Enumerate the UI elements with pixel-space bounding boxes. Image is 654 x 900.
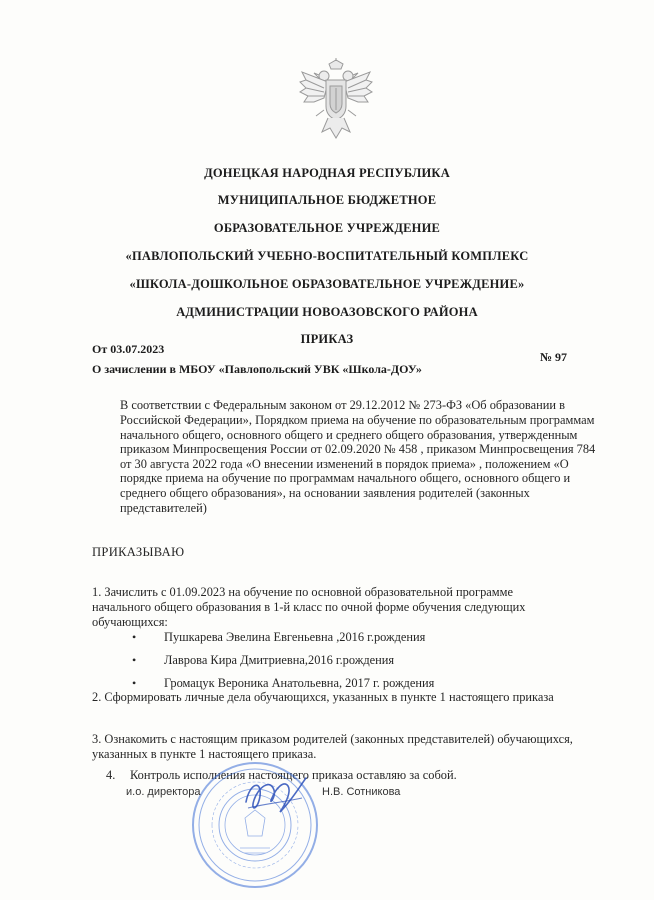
list-item [130,653,550,676]
bullet-icon: • [132,630,137,644]
order-item-3: 3. Ознакомить с настоящим приказом родителей (законных представителей) обучающихся, указанных в пункте 1 настоящего приказа. [92,732,573,761]
document-type-title: ПРИКАЗ [300,331,354,346]
bullet-icon: • [132,653,137,667]
student-name: Громацук Вероника Анатольевна, 2017 г. рождения [164,676,435,690]
coat-of-arms-icon [298,58,374,146]
list-item [130,630,550,653]
order-keyword: ПРИКАЗЫВАЮ [92,545,185,559]
order-number: № 97 [540,350,568,364]
order-item-4: Контроль исполнения настоящего приказа оставляю за собой. [130,768,457,782]
order-item-2: 2. Сформировать личные дела обучающихся, указанных в пункте 1 настоящего приказа [92,690,554,704]
header-line-institution: ОБРАЗОВАТЕЛЬНОЕ УЧРЕЖДЕНИЕ [213,220,441,235]
header-line-municipal: МУНИЦИПАЛЬНОЕ БЮДЖЕТНОЕ [217,192,437,207]
preamble-paragraph: В соответствии с Федеральным законом от 29.12.2012 № 273-ФЗ «Об образовании в Российской Федерации», Порядком приема на обучение по образовательным программам начального общего, основного общего и среднего общего образования, утвержденным приказом Минпросвещения России от 02.09.2020 № 458 , приказом Минпросвещения 784 от 30 августа 2022 года «О внесении изменений в порядок приема» , положением «О порядке приема на обучение по программам начального общего, основного общего и среднего общего образования», на основании заявления родителей (законных представителей) [120,398,596,515]
handwritten-signature [240,772,312,820]
order-subject: О зачислении в МБОУ «Павлопольский УВК «Школа-ДОУ» [92,362,422,376]
header-line-administration: АДМИНИСТРАЦИИ НОВОАЗОВСКОГО РАЙОНА [176,304,478,319]
student-name: Лаврова Кира Дмитриевна,2016 г.рождения [164,653,395,667]
signatory-name: Н.В. Сотникова [322,786,401,798]
order-item-4-number: 4. [106,768,116,782]
order-date: От 03.07.2023 [92,342,165,356]
student-list [130,630,550,699]
header-line-republic: ДОНЕЦКАЯ НАРОДНАЯ РЕСПУБЛИКА [204,165,450,180]
header-line-school-type: «ШКОЛА-ДОШКОЛЬНОЕ ОБРАЗОВАТЕЛЬНОЕ УЧРЕЖДЕНИЕ» [129,276,525,291]
bullet-icon: • [132,676,137,690]
order-item-1: 1. Зачислить с 01.09.2023 на обучение по основной образовательной программе начального общего образования в 1-й класс по очной форме обучения следующих обучающихся: [92,585,526,629]
signatory-role: и.о. директора [126,786,201,798]
student-name: Пушкарева Эвелина Евгеньевна ,2016 г.рождения [164,630,426,644]
header-line-school-name: «ПАВЛОПОЛЬСКИЙ УЧЕБНО-ВОСПИТАТЕЛЬНЫЙ КОМПЛЕКС [125,248,529,263]
